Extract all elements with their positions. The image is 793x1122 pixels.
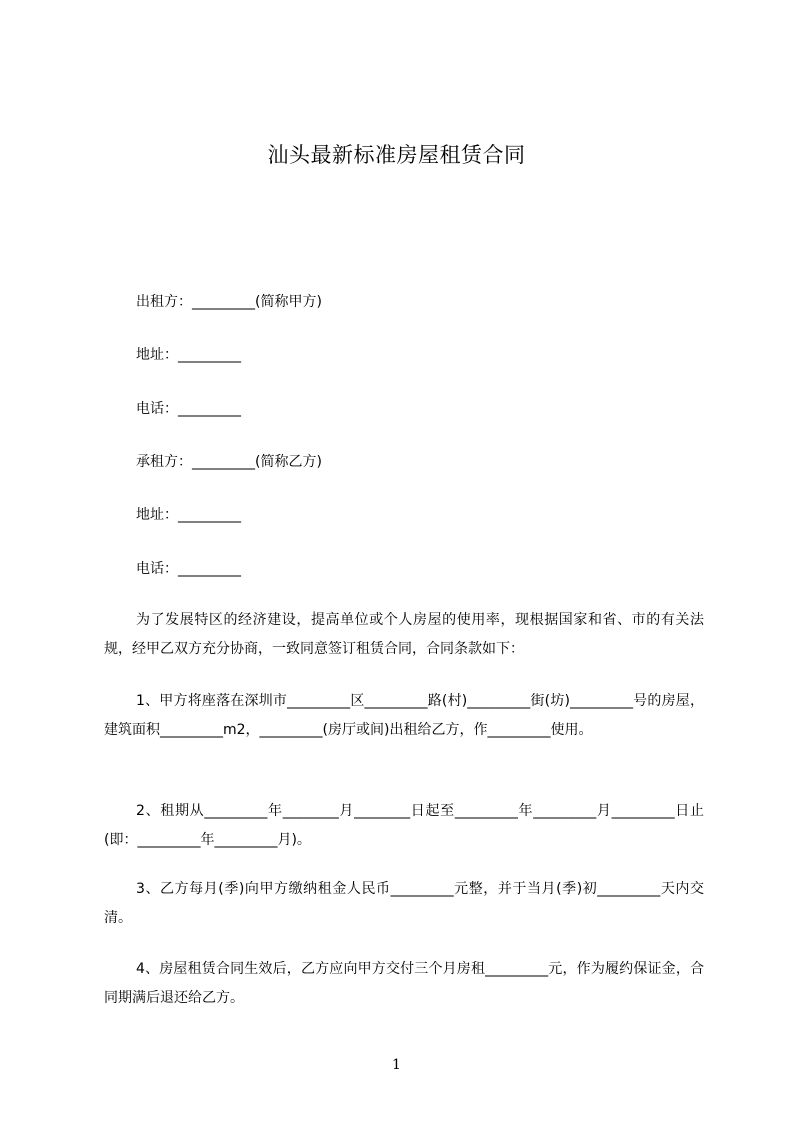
clause-1: 1、甲方将座落在深圳市_________区_________路(村)_________街(坊)_________号的房屋，建筑面积_________m2，_________(房厅或间)出租给乙方，作_________使用。 — [104, 693, 704, 738]
lessee-name-line: 承租方：_________(简称乙方) — [136, 454, 322, 470]
preamble-paragraph: 为了发展特区的经济建设，提高单位或个人房屋的使用率，现根据国家和省、市的有关法规，经甲乙双方充分协商，一致同意签订租赁合同，合同条款如下： — [104, 612, 704, 657]
page-number: 1 — [392, 1057, 401, 1073]
lessor-name-line: 出租方：_________(简称甲方) — [136, 294, 322, 310]
lessor-address-line: 地址：_________ — [136, 347, 241, 363]
clause-3: 3、乙方每月(季)向甲方缴纳租金人民币_________元整，并于当月(季)初_________天内交清。 — [104, 881, 704, 926]
document-title: 汕头最新标准房屋租赁合同 — [267, 143, 526, 167]
lessee-phone-line: 电话：_________ — [136, 561, 241, 577]
lessee-address-line: 地址：_________ — [136, 507, 241, 523]
lessor-phone-line: 电话：_________ — [136, 401, 241, 417]
clause-4: 4、房屋租赁合同生效后，乙方应向甲方交付三个月房租_________元，作为履约保证金，合同期满后退还给乙方。 — [104, 961, 704, 1006]
clause-2: 2、租期从_________年________月________日起至_________年_________月_________日止(即：_________年_________月)。 — [104, 803, 704, 848]
